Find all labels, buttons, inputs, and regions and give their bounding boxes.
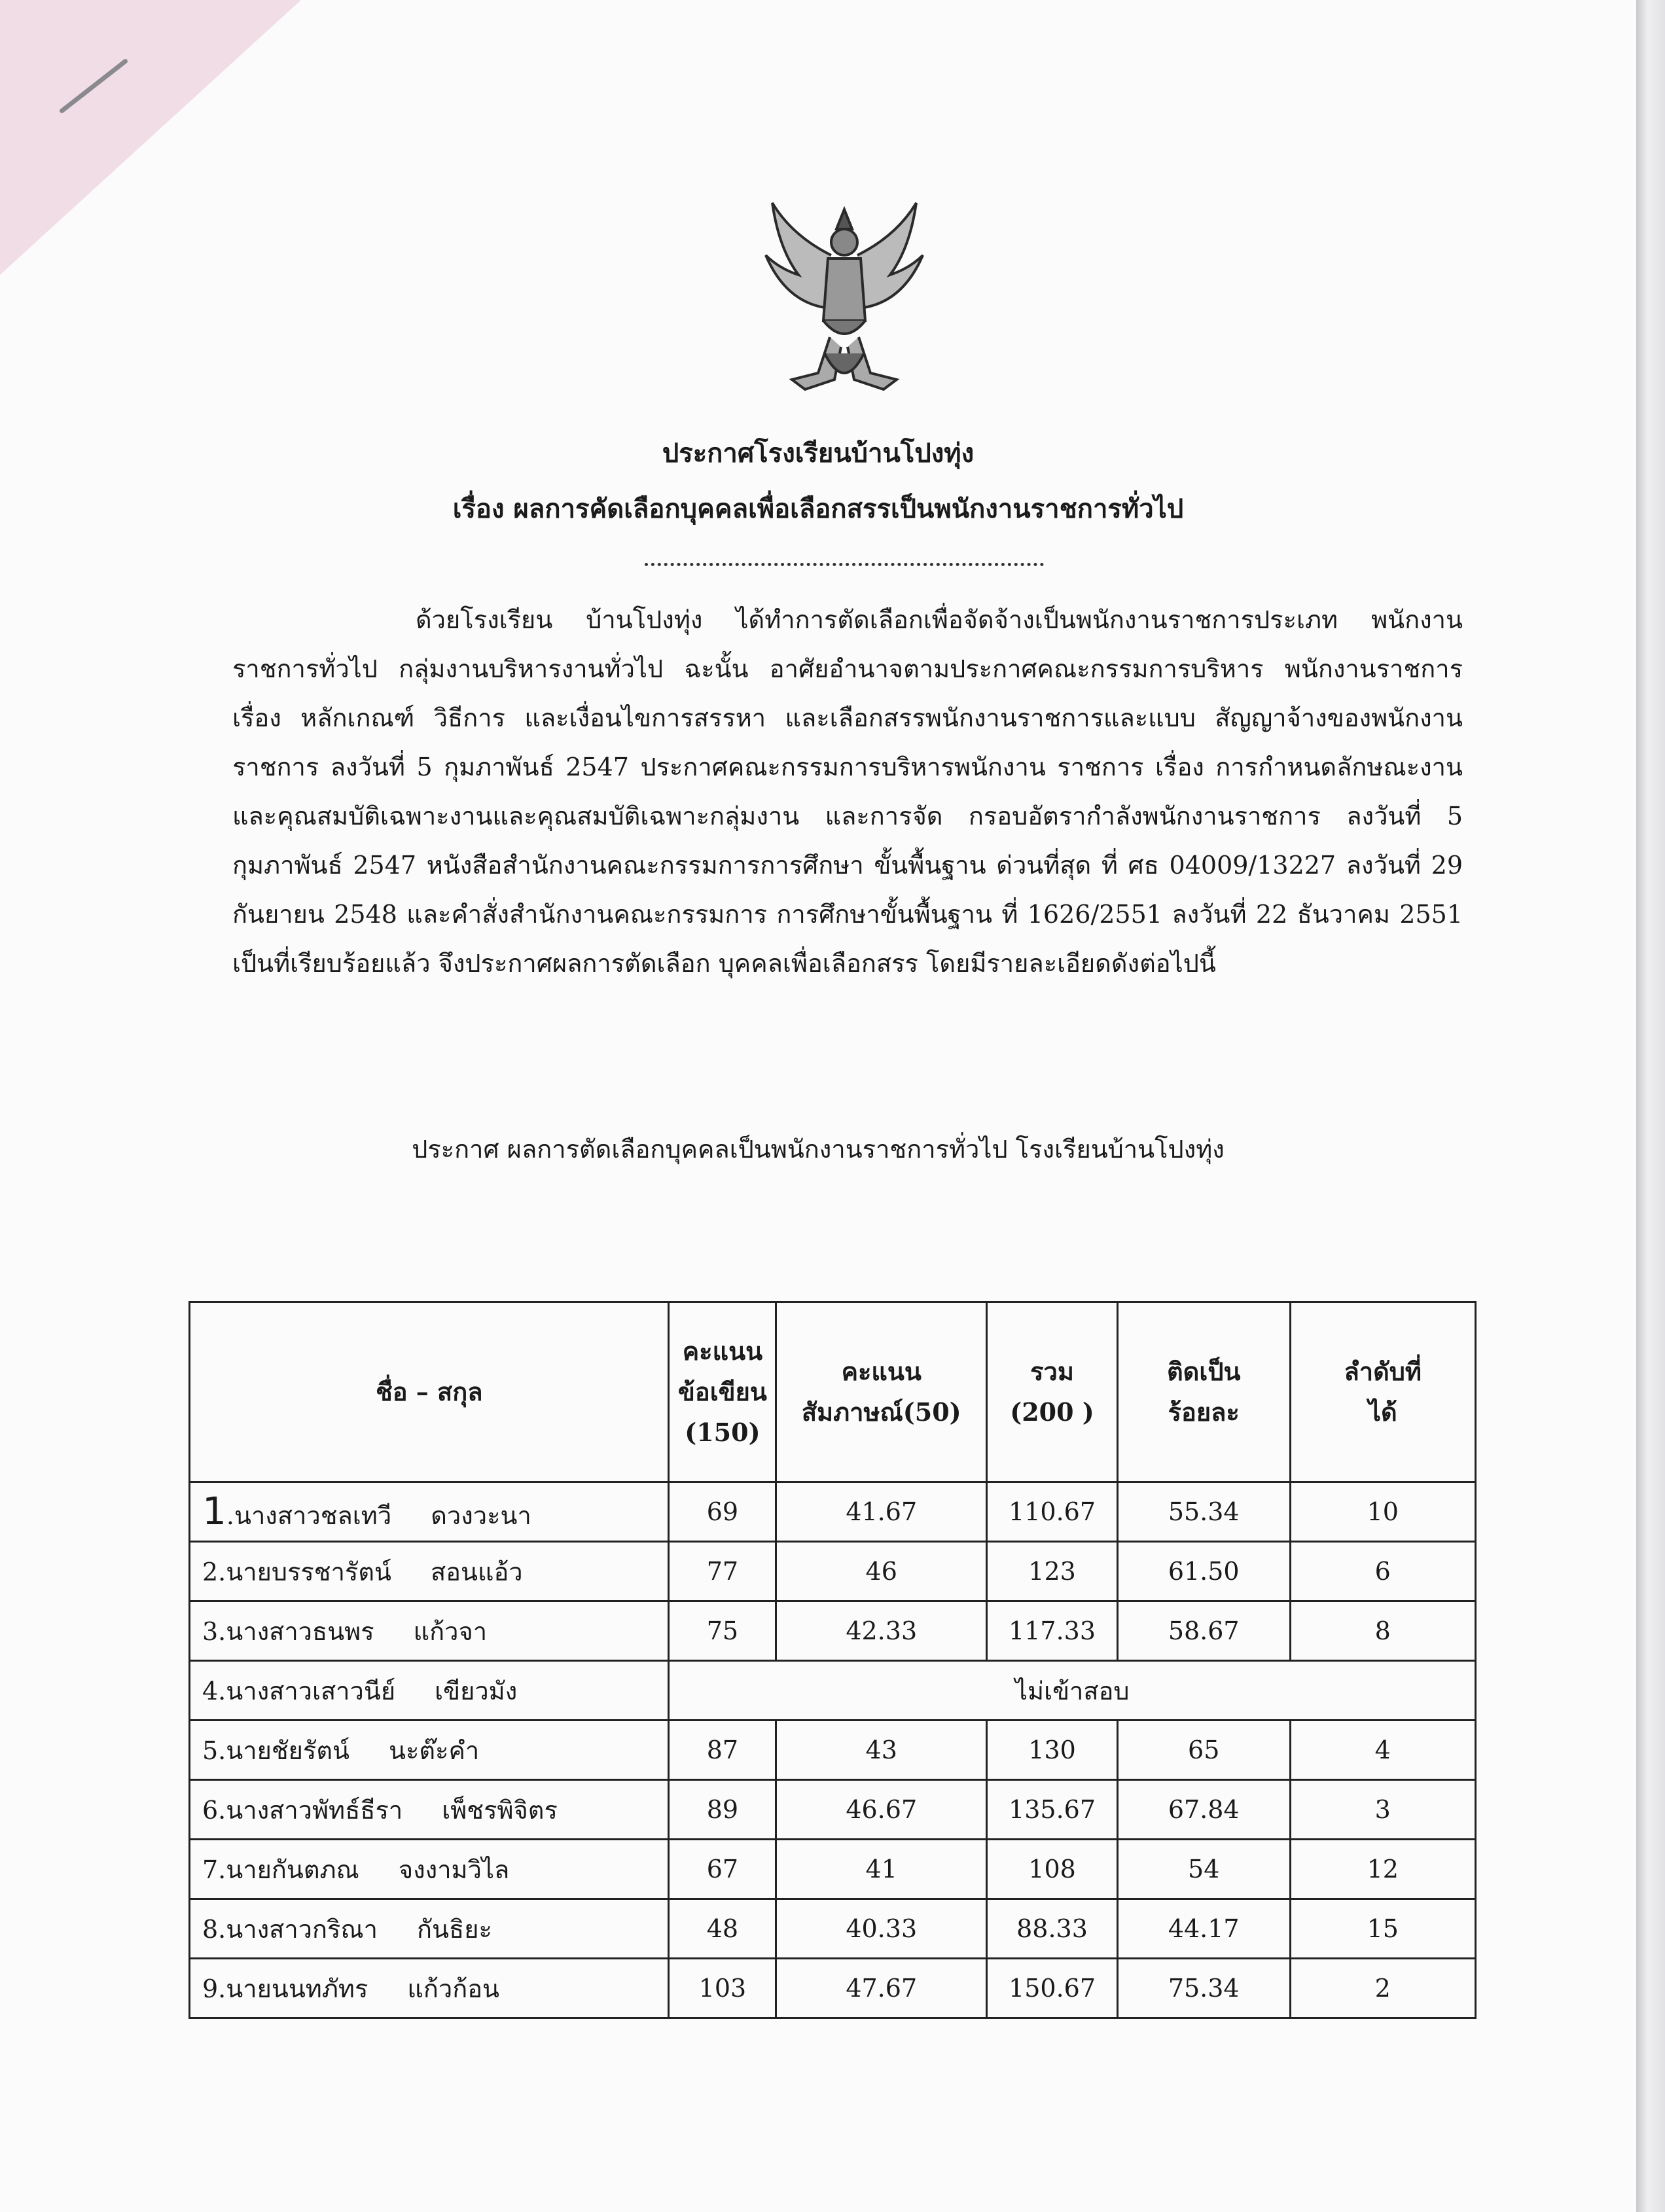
total-score: 135.67 bbox=[987, 1780, 1118, 1840]
announcement-title: ประกาศโรงเรียนบ้านโปงทุ่ง bbox=[662, 438, 975, 469]
table-row bbox=[190, 1780, 1476, 1840]
total-score: 117.33 bbox=[987, 1601, 1118, 1661]
interview-score: 47.67 bbox=[776, 1959, 987, 2018]
interview-score: 41.67 bbox=[776, 1482, 987, 1542]
written-score: 67 bbox=[669, 1840, 776, 1899]
rank: 12 bbox=[1290, 1840, 1476, 1899]
interview-score: 43 bbox=[776, 1721, 987, 1780]
written-score: 75 bbox=[669, 1601, 776, 1661]
page-edge bbox=[1636, 0, 1665, 2212]
written-score: 77 bbox=[669, 1542, 776, 1601]
rank: 2 bbox=[1290, 1959, 1476, 2018]
candidate-name: 4.นางสาวเสาวนีย์ เขียวมัง bbox=[190, 1661, 669, 1721]
written-score: 48 bbox=[669, 1899, 776, 1959]
percent-score: 65 bbox=[1117, 1721, 1290, 1780]
rank: 15 bbox=[1290, 1899, 1476, 1959]
percent-score: 75.34 bbox=[1117, 1959, 1290, 2018]
table-caption: ประกาศ ผลการตัดเลือกบุคคลเป็นพนักงานราชการทั่วไป โรงเรียนบ้านโปงทุ่ง bbox=[412, 1135, 1225, 1164]
percent-score: 54 bbox=[1117, 1840, 1290, 1899]
total-score: 123 bbox=[987, 1542, 1118, 1601]
rank: 10 bbox=[1290, 1482, 1476, 1542]
header-percent: ติดเป็น ร้อยละ bbox=[1117, 1302, 1290, 1482]
garuda-emblem-icon bbox=[753, 196, 936, 406]
body-paragraph: ด้วยโรงเรียน บ้านโปงทุ่ง ได้ทำการตัดเลือกเพื่อจัดจ้างเป็นพนักงานราชการประเภท พนักงานราชการทั่วไป กลุ่มงานบริหารงานทั่วไป ฉะนั้น อาศัยอำนาจตามประกาศคณะกรรมการบริหาร พนักงานราชการ เรื่อง หลักเกณฑ์ วิธีการ และเงื่อนไขการสรรหา และเลือกสรรพนักงานราชการและแบบ สัญญาจ้างของพนักงานราชการ ลงวันที่ 5 กุมภาพันธ์ 2547 ประกาศคณะกรรมการบริหารพนักงาน ราชการ เรื่อง การกำหนดลักษณะงาน และคุณสมบัติเฉพาะงานและคุณสมบัติเฉพาะกลุ่มงาน และการจัด กรอบอัตรากำลังพนักงานราชการ ลงวันที่ 5 กุมภาพันธ์ 2547 หนังสือสำนักงานคณะกรรมการการศึกษา ขั้นพื้นฐาน ด่วนที่สุด ที่ ศธ 04009/13227 ลงวันที่ 29 กันยายน 2548 และคำสั่งสำนักงานคณะกรรมการ การศึกษาขั้นพื้นฐาน ที่ 1626/2551 ลงวันที่ 22 ธันวาคม 2551 เป็นที่เรียบร้อยแล้ว จึงประกาศผลการตัดเลือก บุคคลเพื่อเลือกสรร โดยมีรายละเอียดดังต่อไปนี้ bbox=[232, 605, 1463, 978]
candidate-name: 7.นายกันตภณ จงงามวิไล bbox=[190, 1840, 669, 1899]
written-score: 87 bbox=[669, 1721, 776, 1780]
candidate-name: 9.นายนนทภัทร แก้วก้อน bbox=[190, 1959, 669, 2018]
rank: 8 bbox=[1290, 1601, 1476, 1661]
header-name: ชื่อ – สกุล bbox=[190, 1302, 669, 1482]
rank: 3 bbox=[1290, 1780, 1476, 1840]
total-score: 110.67 bbox=[987, 1482, 1118, 1542]
candidate-name: 8.นางสาวกริณา กันธิยะ bbox=[190, 1899, 669, 1959]
interview-score: 42.33 bbox=[776, 1601, 987, 1661]
table-row bbox=[190, 1840, 1476, 1899]
percent-score: 58.67 bbox=[1117, 1601, 1290, 1661]
interview-score: 46 bbox=[776, 1542, 987, 1601]
percent-score: 44.17 bbox=[1117, 1899, 1290, 1959]
percent-score: 61.50 bbox=[1117, 1542, 1290, 1601]
header-rank: ลำดับที่ ได้ bbox=[1290, 1302, 1476, 1482]
announcement-subject: เรื่อง ผลการคัดเลือกบุคคลเพื่อเลือกสรรเป็นพนักงานราชการทั่วไป bbox=[452, 493, 1184, 524]
candidate-name: 5.นายชัยรัตน์ นะต๊ะคำ bbox=[190, 1721, 669, 1780]
table-row bbox=[190, 1601, 1476, 1661]
candidate-name: 2.นายบรรชารัตน์ สอนแอ้ว bbox=[190, 1542, 669, 1601]
total-score: 108 bbox=[987, 1840, 1118, 1899]
header-interview: คะแนน สัมภาษณ์(50) bbox=[776, 1302, 987, 1482]
total-score: 150.67 bbox=[987, 1959, 1118, 2018]
dotted-divider bbox=[645, 563, 1044, 566]
underlying-pink-sheet bbox=[0, 0, 301, 275]
interview-score: 41 bbox=[776, 1840, 987, 1899]
table-row bbox=[190, 1899, 1476, 1959]
results-table bbox=[188, 1301, 1477, 2019]
header-written: คะแนน ข้อเขียน (150) bbox=[669, 1302, 776, 1482]
candidate-name: 3.นางสาวธนพร แก้วจา bbox=[190, 1601, 669, 1661]
written-score: 89 bbox=[669, 1780, 776, 1840]
interview-score: 46.67 bbox=[776, 1780, 987, 1840]
candidate-name: 1.นางสาวชลเทวี ดวงวะนา bbox=[190, 1482, 669, 1542]
total-score: 130 bbox=[987, 1721, 1118, 1780]
table-row bbox=[190, 1721, 1476, 1780]
header-row bbox=[190, 1302, 1476, 1482]
absent-note: ไม่เข้าสอบ bbox=[669, 1661, 1476, 1721]
rank: 4 bbox=[1290, 1721, 1476, 1780]
table-row bbox=[190, 1959, 1476, 2018]
candidate-name: 6.นางสาวพัทธ์ธีรา เพ็ชรพิจิตร bbox=[190, 1780, 669, 1840]
percent-score: 55.34 bbox=[1117, 1482, 1290, 1542]
rank: 6 bbox=[1290, 1542, 1476, 1601]
written-score: 103 bbox=[669, 1959, 776, 2018]
written-score: 69 bbox=[669, 1482, 776, 1542]
interview-score: 40.33 bbox=[776, 1899, 987, 1959]
percent-score: 67.84 bbox=[1117, 1780, 1290, 1840]
total-score: 88.33 bbox=[987, 1899, 1118, 1959]
header-total: รวม (200 ) bbox=[987, 1302, 1118, 1482]
table-row bbox=[190, 1661, 1476, 1721]
table-row bbox=[190, 1482, 1476, 1542]
table-row bbox=[190, 1542, 1476, 1601]
